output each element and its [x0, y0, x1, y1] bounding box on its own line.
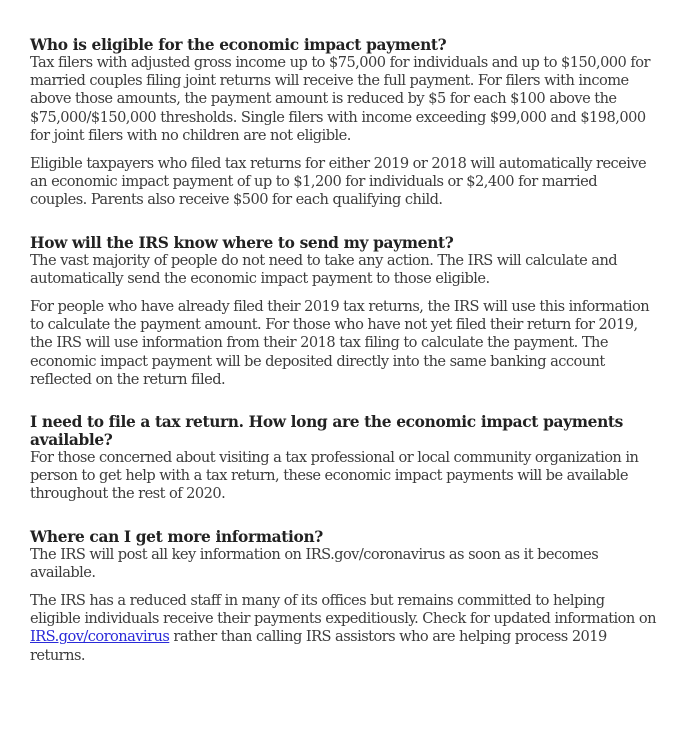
paragraph-text-before-link: The IRS has a reduced staff in many of its offices but remains committed to helping eligible individuals receive their payments expeditiously. Check for updated information on	[30, 592, 656, 628]
answer-paragraph: The vast majority of people do not need to take any action. The IRS will calculate and automatically send the economic impact payment to those eligible.	[30, 251, 618, 287]
answer-paragraph: For those concerned about visiting a tax professional or local community organization in person to get help with a tax return, these economic impact payments will be available throughout the rest of 2020.	[30, 449, 639, 503]
irs-coronavirus-link[interactable]: IRS.gov/coronavirus	[30, 628, 170, 646]
answer-paragraph: Tax filers with adjusted gross income up to $75,000 for individuals and up to $150,000 for married couples filing joint returns will receive the full payment. For filers with income above those amounts, the payment amount is reduced by $5 for each $100 above the $75,000/$150,000 thresholds. Single filers with income exceeding $99,000 and $198,000 for joint filers with no children are not eligible.	[30, 54, 650, 144]
faq-section-more-information	[30, 528, 656, 665]
paragraph-text-after-link: rather than calling IRS assistors who are helping process 2019 returns.	[30, 628, 607, 664]
answer-paragraph: For people who have already filed their 2019 tax returns, the IRS will use this information to calculate the payment amount. For those who have not yet filed their return for 2019, the IRS will use information from their 2018 tax filing to calculate the payment. The economic impact payment will be deposited directly into the same banking account reflected on the return filed.	[30, 298, 650, 388]
question-heading: I need to file a tax return. How long are the economic impact payments available?	[30, 413, 623, 450]
question-heading: Where can I get more information?	[30, 527, 323, 546]
answer-paragraph-with-link	[30, 592, 656, 665]
answer-paragraph: Eligible taxpayers who filed tax returns for either 2019 or 2018 will automatically receive an economic impact payment of up to $1,200 for individuals or $2,400 for married couples. Parents also receive $500 for each qualifying child.	[30, 155, 647, 209]
faq-section-eligibility	[30, 36, 656, 210]
faq-section-payment-destination	[30, 234, 656, 389]
answer-paragraph: The IRS will post all key information on IRS.gov/coronavirus as soon as it becomes available.	[30, 545, 599, 581]
question-heading: Who is eligible for the economic impact payment?	[30, 36, 447, 54]
faq-section-availability	[30, 413, 656, 504]
question-heading: How will the IRS know where to send my payment?	[30, 233, 454, 252]
